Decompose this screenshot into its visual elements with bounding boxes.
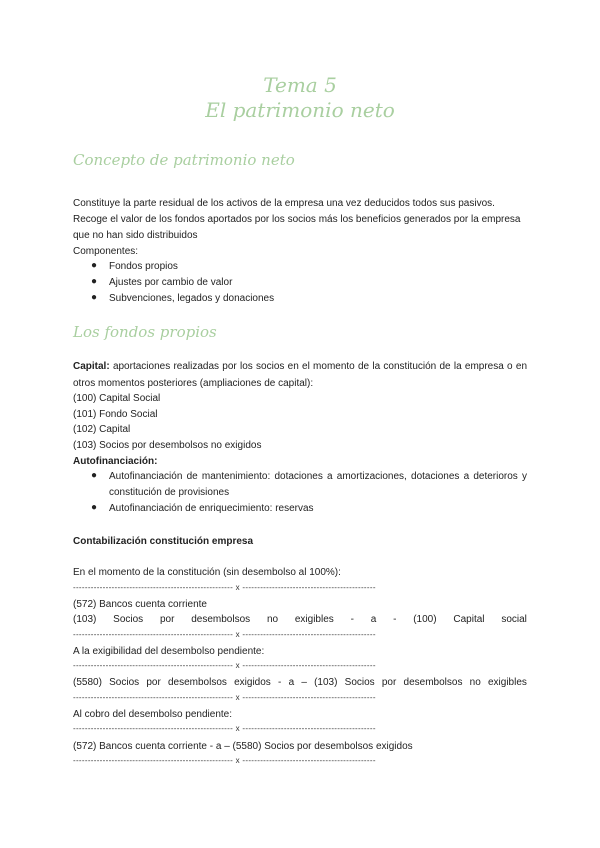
entry-word: Socios [344, 677, 375, 688]
paragraph: que no han sido distribuidos [73, 230, 198, 241]
entry-word: - [393, 614, 397, 625]
entry-word: exigidos [234, 677, 271, 688]
entry-word: social [501, 614, 527, 625]
list-item-cont: constitución de provisiones [109, 487, 230, 498]
separator: ------------------------------------------------------ x --------------------------------------------- [73, 756, 376, 765]
list-item: Autofinanciación de mantenimiento: dotaciones a amortizaciones, dotaciones a deterioros y [109, 471, 527, 482]
account-line: (100) Capital Social [73, 393, 161, 404]
account-line: (101) Fondo Social [73, 409, 158, 420]
separator: ------------------------------------------------------ x --------------------------------------------- [73, 630, 376, 639]
components-label: Componentes: [73, 246, 139, 257]
separator: ------------------------------------------------------ x --------------------------------------------- [73, 693, 376, 702]
autofin-label-wrap [73, 455, 157, 468]
separator: ------------------------------------------------------ x --------------------------------------------- [73, 583, 376, 592]
entry-word: exigibles [294, 614, 334, 625]
account-line: (102) Capital [73, 424, 131, 435]
bullet-icon: ● [91, 292, 98, 303]
journal-entry: (572) Bancos cuenta corriente - a – (5580) Socios por desembolsos exigidos [73, 741, 413, 752]
entry-word: no [469, 677, 481, 688]
step-label: Al cobro del desembolso pendiente: [73, 709, 232, 720]
entry-word: no [266, 614, 279, 625]
entry-word: desembolsos [403, 677, 463, 688]
entry-word: (103) [73, 614, 97, 625]
entry-word: Capital [453, 614, 485, 625]
section-heading-fondos: Los fondos propios [73, 323, 217, 341]
entry-word: desembolsos [191, 614, 251, 625]
entry-word: desembolsos [167, 677, 227, 688]
capital-text: aportaciones realizadas por los socios en el momento de la constitución de la empresa o en [112, 361, 527, 372]
entry-word: a [370, 614, 377, 625]
entry-word: por [146, 677, 161, 688]
journal-entry [73, 677, 527, 688]
step-label: En el momento de la constitución (sin desembolso al 100%): [73, 567, 341, 578]
journal-entry: (572) Bancos cuenta corriente [73, 599, 207, 610]
paragraph: Constituye la parte residual de los activos de la empresa una vez deducidos todos sus pasivos. [73, 198, 495, 209]
journal-entry [73, 614, 527, 625]
separator: ------------------------------------------------------ x --------------------------------------------- [73, 661, 376, 670]
entry-word: Socios [109, 677, 140, 688]
entry-word: Socios [113, 614, 144, 625]
list-item: Autofinanciación de enriquecimiento: reservas [109, 503, 314, 514]
paragraph: Recoge el valor de los fondos aportados por los socios más los beneficios generados por la empresa [73, 214, 521, 225]
entry-word: – [301, 677, 307, 688]
entry-word: (103) [314, 677, 338, 688]
bullet-icon: ● [91, 260, 98, 271]
entry-word: (100) [413, 614, 437, 625]
list-item: Subvenciones, legados y donaciones [109, 293, 275, 304]
autofin-label: Autofinanciación: [73, 456, 158, 467]
account-line: (103) Socios por desembolsos no exigidos [73, 440, 262, 451]
capital-paragraph [73, 361, 527, 372]
entry-word: por [159, 614, 175, 625]
list-item: Ajustes por cambio de valor [109, 277, 233, 288]
bullet-icon: ● [91, 276, 98, 287]
entry-word: - [278, 677, 282, 688]
entry-word: exigibles [487, 677, 527, 688]
doc-title-line1: Tema 5 [263, 73, 337, 97]
entry-word: (5580) [73, 677, 102, 688]
separator: ------------------------------------------------------ x --------------------------------------------- [73, 724, 376, 733]
entry-word: por [381, 677, 397, 688]
bullet-icon: ● [91, 470, 98, 481]
entry-word: a [288, 677, 295, 688]
entry-word: - [350, 614, 354, 625]
subheading-wrap [73, 535, 253, 548]
capital-label: Capital: [73, 361, 110, 372]
paragraph: otros momentos posteriores (ampliaciones de capital): [73, 378, 314, 389]
doc-title-line2: El patrimonio neto [205, 98, 395, 122]
step-label: A la exigibilidad del desembolso pendiente: [73, 646, 265, 657]
section-heading-concepto: Concepto de patrimonio neto [73, 151, 295, 169]
bullet-icon: ● [91, 502, 98, 513]
subheading-contabilizacion: Contabilización constitución empresa [73, 536, 254, 547]
list-item: Fondos propios [109, 261, 178, 272]
